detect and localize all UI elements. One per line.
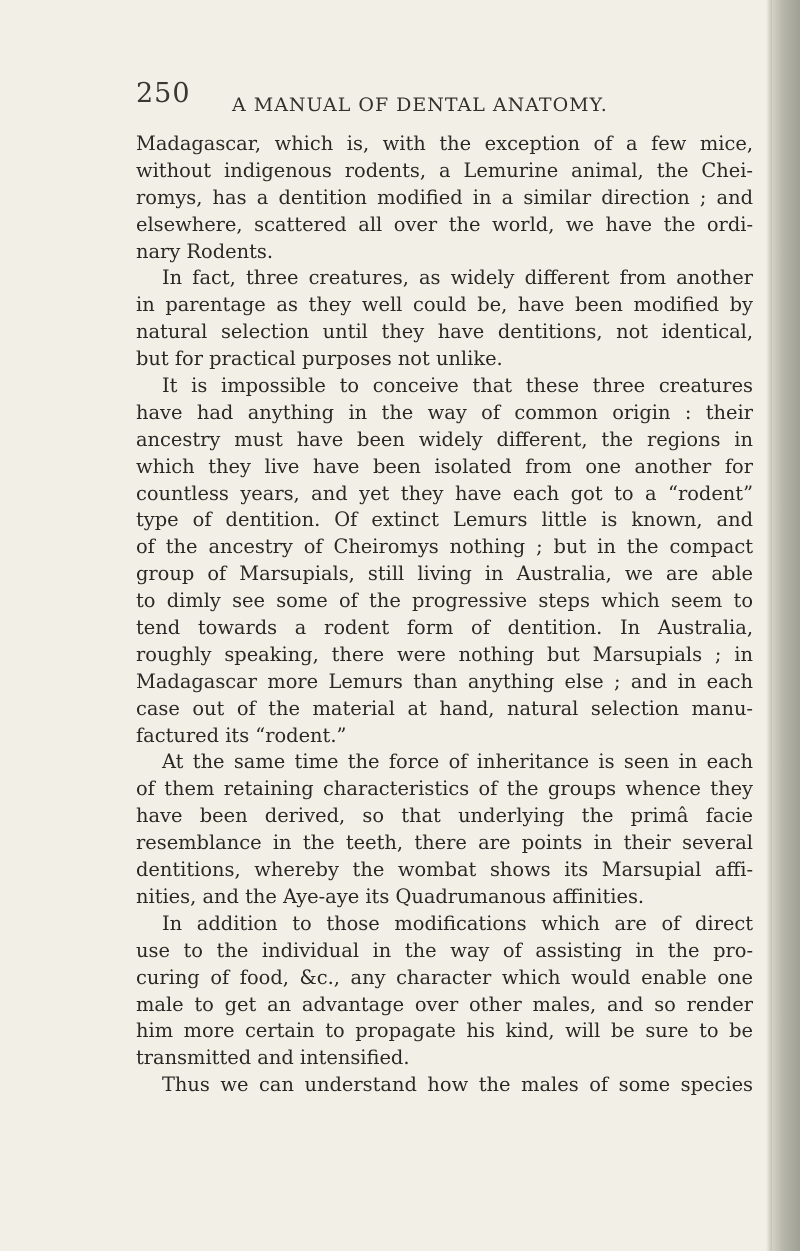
text-line: nities, and the Aye-aye its Quadrumanous affinities. [136,884,645,908]
text-line: tend towards a rodent form of dentition. In Australia, [136,616,753,640]
page-edge-shadow [772,0,800,1251]
text-line: have been derived, so that underlying the primâ facie [136,804,753,828]
text-line: type of dentition. Of extinct Lemurs little is known, and [136,508,753,532]
text-line: factured its “rodent.” [136,723,347,747]
text-line: ancestry must have been widely different, the regions in [136,427,753,451]
text-line: dentitions, whereby the wombat shows its Marsupial affi- [136,858,753,882]
page-header [136,78,756,122]
running-title: A MANUAL OF DENTAL ANATOMY. [232,94,608,116]
text-line: him more certain to propagate his kind, will be sure to be [136,1019,753,1043]
text-line: have had anything in the way of common origin : their [136,400,753,424]
text-line: group of Marsupials, still living in Australia, we are able [136,562,753,586]
text-line: in parentage as they well could be, have been modified by [136,293,753,317]
page-number: 250 [136,78,191,109]
text-line: Madagascar, which is, with the exception of a few mice, [136,132,753,155]
text-line: nary Rodents. [136,239,273,263]
text-line: but for practical purposes not unlike. [136,347,503,371]
text-line: transmitted and intensified. [136,1046,410,1070]
text-line: curing of food, &c., any character which would enable one [136,965,753,989]
text-line: which they live have been isolated from one another for [136,454,753,478]
text-line: romys, has a dentition modified in a similar direction ; and [136,185,753,209]
text-line: male to get an advantage over other males, and so render [136,992,753,1016]
text-line: of them retaining characteristics of the groups whence they [136,777,753,801]
text-line: At the same time the force of inheritance is seen in each [162,750,753,774]
text-line: of the ancestry of Cheiromys nothing ; but in the compact [136,535,753,559]
text-line: countless years, and yet they have each got to a “rodent” [136,481,753,505]
text-line: elsewhere, scattered all over the world, we have the ordi- [136,212,753,236]
text-line: Thus we can understand how the males of some species [162,1073,753,1097]
text-line: In addition to those modifications which are of direct [162,911,753,935]
text-line: to dimly see some of the progressive steps which seem to [136,589,753,613]
text-line: It is impossible to conceive that these three creatures [162,374,753,398]
text-line: resemblance in the teeth, there are points in their several [136,831,753,855]
text-line: case out of the material at hand, natural selection manu- [136,696,753,720]
text-line: natural selection until they have dentitions, not identical, [136,320,753,344]
text-line: In fact, three creatures, as widely different from another [162,266,753,290]
text-line: use to the individual in the way of assisting in the pro- [136,938,753,962]
body-text [136,131,753,1099]
text-line: Madagascar more Lemurs than anything else ; and in each [136,669,753,693]
text-line: without indigenous rodents, a Lemurine animal, the Chei- [136,158,753,182]
text-line: roughly speaking, there were nothing but Marsupials ; in [136,642,753,666]
